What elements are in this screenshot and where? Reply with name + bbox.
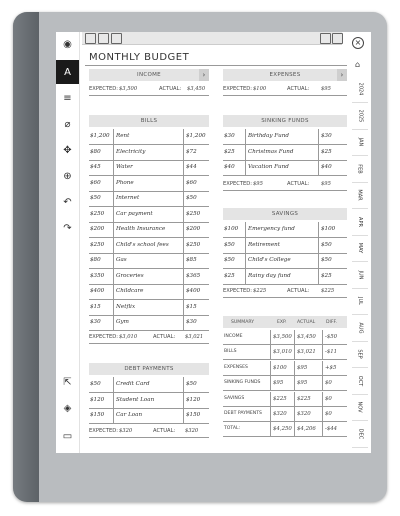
- summary-label: INCOME: [224, 334, 243, 339]
- document-icon[interactable]: [111, 33, 122, 44]
- table-row[interactable]: [89, 377, 209, 393]
- table-row[interactable]: [89, 176, 209, 192]
- summary-row: [223, 422, 347, 437]
- tablet-spine: [13, 12, 39, 502]
- actual-amount: $150: [186, 412, 201, 418]
- tab-feb[interactable]: FEB: [352, 156, 368, 183]
- planned-amount: $40: [224, 164, 235, 170]
- table-row[interactable]: [89, 284, 209, 300]
- planned-amount: $150: [90, 412, 105, 418]
- item-name: Gas: [116, 257, 127, 263]
- summary-actual: $320: [297, 411, 311, 417]
- table-row[interactable]: [89, 207, 209, 223]
- item-name: Rainy day fund: [248, 272, 291, 279]
- tab-aug[interactable]: AUG: [352, 315, 368, 342]
- table-row[interactable]: [89, 160, 209, 176]
- table-row[interactable]: [89, 315, 209, 331]
- item-name: Phone: [116, 179, 134, 186]
- tab-jan[interactable]: JAN: [352, 129, 368, 156]
- close-icon[interactable]: ×: [352, 37, 364, 49]
- tab-may[interactable]: MAY: [352, 235, 368, 262]
- actual-amount: $85: [186, 257, 197, 263]
- income-header[interactable]: INCOME ›: [89, 69, 209, 81]
- item-name: Emergency fund: [248, 226, 295, 232]
- item-name: Child's College: [248, 257, 291, 263]
- planned-amount: $25: [224, 148, 235, 155]
- summary-label: BILLS: [224, 349, 237, 355]
- table-row[interactable]: [223, 129, 347, 145]
- summary-actual: $3,021: [297, 349, 316, 356]
- summary-row: [223, 345, 347, 360]
- planned-amount: $200: [90, 226, 105, 232]
- summary-diff: $0: [325, 395, 332, 402]
- summary-row: [223, 361, 347, 376]
- item-name: Christmas Fund: [248, 148, 294, 155]
- summary-actual: $3,450: [297, 334, 316, 340]
- tab-mar[interactable]: MAR: [352, 182, 368, 209]
- layers-icon[interactable]: ◈: [63, 402, 72, 414]
- eraser-icon[interactable]: ⌀: [64, 118, 71, 130]
- move-icon[interactable]: ✥: [63, 144, 72, 156]
- page-icon[interactable]: ▭: [62, 430, 73, 442]
- item-name: Child's school fees: [116, 241, 169, 248]
- top-bar: [82, 32, 342, 45]
- table-row[interactable]: [223, 160, 347, 176]
- share-icon[interactable]: [332, 33, 343, 44]
- actual-amount: $100: [321, 226, 336, 232]
- actual-amount: $120: [186, 396, 201, 403]
- debt-payments-header: DEBT PAYMENTS: [89, 363, 209, 375]
- summary-expected: $100: [273, 364, 287, 371]
- tab-jul[interactable]: JUL: [352, 288, 368, 315]
- planned-amount: $25: [224, 272, 235, 279]
- actual-amount: $50: [186, 195, 197, 201]
- bills-totals: EXPECTED: $3,010 ACTUAL: $3,021: [89, 334, 204, 340]
- tab-2024[interactable]: 2024: [352, 76, 368, 103]
- planned-amount: $50: [90, 381, 101, 387]
- table-row[interactable]: [89, 393, 209, 409]
- planned-amount: $80: [90, 148, 101, 155]
- savings-totals: EXPECTED: $225 ACTUAL: $225: [223, 288, 335, 294]
- savings-header: SAVINGS: [223, 208, 347, 220]
- item-name: Car Loan: [116, 412, 143, 418]
- pen-settings-icon[interactable]: [320, 33, 331, 44]
- chevron-right-icon[interactable]: ›: [199, 69, 209, 81]
- table-row[interactable]: [223, 238, 347, 254]
- item-name: Childcare: [116, 288, 144, 294]
- actual-amount: $50: [321, 241, 332, 248]
- expenses-header[interactable]: EXPENSES ›: [223, 69, 347, 81]
- item-name: Health Insurance: [116, 226, 166, 232]
- expenses-totals: EXPECTED: $100 ACTUAL: $95: [223, 86, 331, 92]
- item-name: Groceries: [116, 272, 144, 279]
- actual-amount: $15: [186, 303, 197, 310]
- planned-amount: $15: [90, 303, 101, 310]
- income-totals: EXPECTED: $3,500 ACTUAL: $3,450: [89, 86, 206, 92]
- planned-amount: $80: [90, 257, 101, 263]
- summary-row: [223, 330, 347, 345]
- redo-icon[interactable]: ↷: [63, 222, 72, 234]
- summary-diff: $0: [325, 380, 332, 387]
- item-name: Car payment: [116, 210, 153, 217]
- summary-label: SAVINGS: [224, 395, 245, 401]
- planned-amount: $400: [90, 288, 105, 294]
- item-name: Internet: [116, 195, 140, 201]
- planned-amount: $50: [90, 195, 101, 201]
- planned-amount: $350: [90, 272, 105, 279]
- tab-apr[interactable]: APR: [352, 209, 368, 236]
- index-home-icon[interactable]: ⌂: [355, 60, 361, 69]
- actual-amount: $50: [321, 257, 332, 263]
- table-row[interactable]: [223, 253, 347, 269]
- summary-expected: $3,500: [273, 334, 292, 340]
- budget-page: [85, 49, 347, 453]
- item-name: Retirement: [248, 241, 281, 248]
- actual-amount: $25: [321, 148, 332, 155]
- table-row[interactable]: [223, 222, 347, 238]
- actual-amount: $50: [186, 381, 197, 387]
- actual-amount: $72: [186, 148, 197, 155]
- table-row[interactable]: [223, 269, 347, 285]
- planned-amount: $1,200: [90, 133, 110, 139]
- summary-expected: $225: [273, 395, 287, 402]
- planned-amount: $45: [90, 164, 101, 170]
- table-row[interactable]: [89, 408, 209, 424]
- summary-actual: $95: [297, 380, 308, 387]
- table-row[interactable]: [89, 238, 209, 254]
- summary-diff: $0: [325, 411, 332, 417]
- summary-label: DEBT PAYMENTS: [224, 411, 262, 416]
- actual-amount: $40: [321, 164, 332, 170]
- planned-amount: $30: [224, 133, 235, 139]
- actual-amount: $365: [186, 272, 201, 279]
- planned-amount: $50: [224, 241, 235, 248]
- sinking-funds-header: SINKING FUNDS: [223, 115, 347, 127]
- tab-jun[interactable]: JUN: [352, 262, 368, 289]
- planned-amount: $250: [90, 241, 105, 248]
- summary-actual: $225: [297, 395, 311, 402]
- tab-oct[interactable]: OCT: [352, 368, 368, 395]
- table-row[interactable]: [89, 191, 209, 207]
- home-icon[interactable]: [85, 33, 96, 44]
- actual-amount: $1,200: [186, 133, 206, 139]
- export-icon[interactable]: ⇱: [63, 376, 72, 388]
- table-row[interactable]: [89, 145, 209, 161]
- pen-tool-icon[interactable]: A: [56, 60, 79, 84]
- summary-label: EXPENSES: [224, 364, 248, 370]
- item-name: Rent: [116, 133, 130, 139]
- notebook-icon[interactable]: [98, 33, 109, 44]
- actual-amount: $30: [321, 133, 332, 139]
- tab-dec[interactable]: DEC: [352, 421, 368, 448]
- zoom-icon[interactable]: ⊕: [63, 170, 72, 182]
- summary-row: [223, 392, 347, 407]
- item-name: Electricity: [116, 148, 146, 155]
- summary-row: [223, 407, 347, 422]
- actual-amount: $25: [321, 272, 332, 279]
- item-name: Credit Card: [116, 381, 150, 387]
- summary-diff: -$50: [325, 334, 338, 340]
- summary-header: SUMMARY EXP. ACTUAL DIFF.: [223, 316, 347, 328]
- planned-amount: $100: [224, 226, 239, 232]
- chevron-right-icon[interactable]: ›: [337, 69, 347, 81]
- actual-amount: $44: [186, 164, 197, 170]
- item-name: Vacation Fund: [248, 164, 289, 170]
- actual-amount: $60: [186, 179, 197, 186]
- item-name: Student Loan: [116, 396, 155, 403]
- table-row[interactable]: [89, 300, 209, 316]
- stroke-width-icon[interactable]: ≡: [63, 92, 72, 104]
- summary-diff: -$11: [325, 349, 338, 356]
- planned-amount: $120: [90, 396, 105, 403]
- summary-expected: $3,010: [273, 349, 292, 356]
- summary-diff: -$44: [325, 426, 338, 433]
- sinking-funds-totals: EXPECTED: $95 ACTUAL: $95: [223, 181, 331, 187]
- planned-amount: $250: [90, 210, 105, 217]
- summary-diff: +$5: [325, 364, 337, 371]
- table-row[interactable]: [89, 222, 209, 238]
- tab-nov[interactable]: NOV: [352, 394, 368, 421]
- actual-amount: $400: [186, 288, 201, 294]
- tab-sep[interactable]: SEP: [352, 341, 368, 368]
- actual-amount: $250: [186, 241, 201, 248]
- summary-actual: $95: [297, 364, 308, 371]
- debt-payments-totals: EXPECTED: $320 ACTUAL: $320: [89, 428, 199, 434]
- summary-row: [223, 376, 347, 391]
- summary-actual: $4,206: [297, 426, 316, 433]
- undo-icon[interactable]: ↶: [63, 196, 72, 208]
- month-tabs: [352, 58, 368, 452]
- summary-expected: $95: [273, 380, 284, 387]
- summary-label: SINKING FUNDS: [224, 380, 261, 386]
- planned-amount: $50: [224, 257, 235, 263]
- actual-amount: $250: [186, 210, 201, 217]
- table-row[interactable]: [89, 129, 209, 145]
- summary-label: TOTAL:: [224, 426, 241, 432]
- table-row[interactable]: [89, 269, 209, 285]
- menu-circle-icon[interactable]: ◉: [63, 38, 72, 50]
- actual-amount: $200: [186, 226, 201, 232]
- left-toolbar: [56, 32, 80, 453]
- table-row[interactable]: [89, 253, 209, 269]
- item-name: Water: [116, 164, 133, 170]
- summary-expected: $320: [273, 411, 287, 417]
- item-name: Netflix: [116, 303, 136, 310]
- bills-header: BILLS: [89, 115, 209, 127]
- tab-2025[interactable]: 2025: [352, 103, 368, 130]
- item-name: Birthday Fund: [248, 133, 289, 139]
- item-name: Gym: [116, 319, 129, 325]
- page-title: MONTHLY BUDGET: [89, 52, 190, 63]
- summary-expected: $4,250: [273, 426, 292, 433]
- actual-amount: $30: [186, 319, 197, 325]
- planned-amount: $30: [90, 319, 101, 325]
- table-row[interactable]: [223, 145, 347, 161]
- planned-amount: $60: [90, 179, 101, 186]
